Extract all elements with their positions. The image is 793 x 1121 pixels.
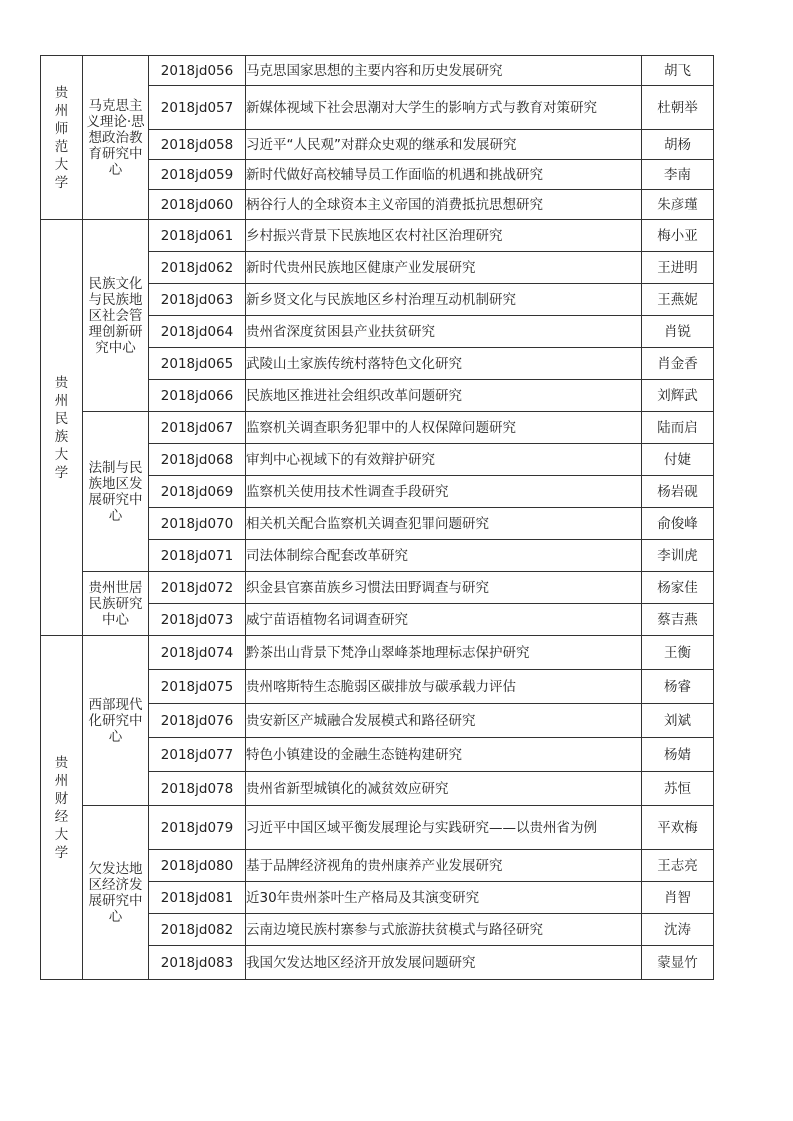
project-leader: 王志亮	[642, 850, 714, 882]
project-code: 2018jd059	[149, 160, 246, 190]
university-cell	[41, 220, 83, 636]
table-row	[41, 56, 714, 86]
project-leader: 沈涛	[642, 914, 714, 946]
table-row	[41, 636, 714, 670]
project-title: 织金县官寨苗族乡习惯法田野调查与研究	[246, 572, 642, 604]
project-title: 司法体制综合配套改革研究	[246, 540, 642, 572]
project-title: 审判中心视域下的有效辩护研究	[246, 444, 642, 476]
project-code: 2018jd082	[149, 914, 246, 946]
project-leader: 蔡吉燕	[642, 604, 714, 636]
project-code: 2018jd083	[149, 946, 246, 980]
table-row	[41, 412, 714, 444]
project-leader: 肖智	[642, 882, 714, 914]
project-leader: 胡飞	[642, 56, 714, 86]
project-table-body	[41, 56, 714, 980]
project-code: 2018jd058	[149, 130, 246, 160]
project-leader: 肖锐	[642, 316, 714, 348]
project-title: 贵州省深度贫困县产业扶贫研究	[246, 316, 642, 348]
project-code: 2018jd062	[149, 252, 246, 284]
table-row	[41, 806, 714, 850]
project-leader: 李训虎	[642, 540, 714, 572]
project-code: 2018jd069	[149, 476, 246, 508]
research-center-name: 西部现代化研究中心	[83, 636, 149, 806]
project-title: 习近平“人民观”对群众史观的继承和发展研究	[246, 130, 642, 160]
research-center-name: 法制与民族地区发展研究中心	[83, 412, 149, 572]
project-title: 新乡贤文化与民族地区乡村治理互动机制研究	[246, 284, 642, 316]
project-title: 相关机关配合监察机关调查犯罪问题研究	[246, 508, 642, 540]
project-leader: 平欢梅	[642, 806, 714, 850]
project-code: 2018jd066	[149, 380, 246, 412]
project-title: 贵安新区产城融合发展模式和路径研究	[246, 704, 642, 738]
project-title: 新媒体视域下社会思潮对大学生的影响方式与教育对策研究	[246, 86, 642, 130]
project-leader: 俞俊峰	[642, 508, 714, 540]
project-leader: 刘斌	[642, 704, 714, 738]
project-title: 武陵山土家族传统村落特色文化研究	[246, 348, 642, 380]
project-leader: 王燕妮	[642, 284, 714, 316]
project-code: 2018jd076	[149, 704, 246, 738]
research-center-name: 贵州世居民族研究中心	[83, 572, 149, 636]
project-title: 基于品牌经济视角的贵州康养产业发展研究	[246, 850, 642, 882]
project-title: 特色小镇建设的金融生态链构建研究	[246, 738, 642, 772]
project-code: 2018jd060	[149, 190, 246, 220]
project-leader: 王衡	[642, 636, 714, 670]
project-title: 习近平中国区域平衡发展理论与实践研究——以贵州省为例	[246, 806, 642, 850]
project-table	[40, 55, 714, 980]
project-title: 我国欠发达地区经济开放发展问题研究	[246, 946, 642, 980]
project-leader: 杨睿	[642, 670, 714, 704]
project-title: 新时代贵州民族地区健康产业发展研究	[246, 252, 642, 284]
university-name: 贵州师范大学	[54, 84, 69, 191]
project-title: 民族地区推进社会组织改革问题研究	[246, 380, 642, 412]
project-leader: 胡杨	[642, 130, 714, 160]
project-code: 2018jd063	[149, 284, 246, 316]
project-title: 贵州省新型城镇化的减贫效应研究	[246, 772, 642, 806]
project-title: 新时代做好高校辅导员工作面临的机遇和挑战研究	[246, 160, 642, 190]
project-code: 2018jd073	[149, 604, 246, 636]
project-leader: 李南	[642, 160, 714, 190]
project-code: 2018jd067	[149, 412, 246, 444]
project-code: 2018jd077	[149, 738, 246, 772]
project-code: 2018jd074	[149, 636, 246, 670]
project-title: 马克思国家思想的主要内容和历史发展研究	[246, 56, 642, 86]
project-code: 2018jd065	[149, 348, 246, 380]
project-title: 黔茶出山背景下梵净山翠峰茶地理标志保护研究	[246, 636, 642, 670]
research-center-name: 欠发达地区经济发展研究中心	[83, 806, 149, 980]
project-leader: 陆而启	[642, 412, 714, 444]
project-leader: 肖金香	[642, 348, 714, 380]
project-leader: 王进明	[642, 252, 714, 284]
project-code: 2018jd064	[149, 316, 246, 348]
project-title: 乡村振兴背景下民族地区农村社区治理研究	[246, 220, 642, 252]
project-code: 2018jd078	[149, 772, 246, 806]
project-leader: 杨岩砚	[642, 476, 714, 508]
project-leader: 朱彦瑾	[642, 190, 714, 220]
project-code: 2018jd057	[149, 86, 246, 130]
project-leader: 杨家佳	[642, 572, 714, 604]
project-leader: 梅小亚	[642, 220, 714, 252]
research-center-name: 马克思主义理论·思想政治教育研究中心	[83, 56, 149, 220]
university-name: 贵州财经大学	[54, 754, 69, 861]
project-code: 2018jd072	[149, 572, 246, 604]
table-row	[41, 220, 714, 252]
project-title: 威宁苗语植物名词调查研究	[246, 604, 642, 636]
project-code: 2018jd056	[149, 56, 246, 86]
university-name: 贵州民族大学	[54, 374, 69, 481]
project-code: 2018jd075	[149, 670, 246, 704]
university-cell	[41, 636, 83, 980]
research-center-name: 民族文化与民族地区社会管理创新研究中心	[83, 220, 149, 412]
university-cell	[41, 56, 83, 220]
project-code: 2018jd061	[149, 220, 246, 252]
project-title: 贵州喀斯特生态脆弱区碳排放与碳承载力评估	[246, 670, 642, 704]
project-leader: 杨婧	[642, 738, 714, 772]
project-title: 监察机关使用技术性调查手段研究	[246, 476, 642, 508]
project-title: 云南边境民族村寨参与式旅游扶贫模式与路径研究	[246, 914, 642, 946]
project-code: 2018jd071	[149, 540, 246, 572]
project-title: 柄谷行人的全球资本主义帝国的消费抵抗思想研究	[246, 190, 642, 220]
project-code: 2018jd079	[149, 806, 246, 850]
project-code: 2018jd068	[149, 444, 246, 476]
project-leader: 苏恒	[642, 772, 714, 806]
project-title: 监察机关调查职务犯罪中的人权保障问题研究	[246, 412, 642, 444]
project-code: 2018jd070	[149, 508, 246, 540]
project-code: 2018jd081	[149, 882, 246, 914]
project-leader: 杜朝举	[642, 86, 714, 130]
project-leader: 付婕	[642, 444, 714, 476]
project-leader: 刘辉武	[642, 380, 714, 412]
table-row	[41, 572, 714, 604]
project-leader: 蒙显竹	[642, 946, 714, 980]
project-title: 近30年贵州茶叶生产格局及其演变研究	[246, 882, 642, 914]
project-code: 2018jd080	[149, 850, 246, 882]
